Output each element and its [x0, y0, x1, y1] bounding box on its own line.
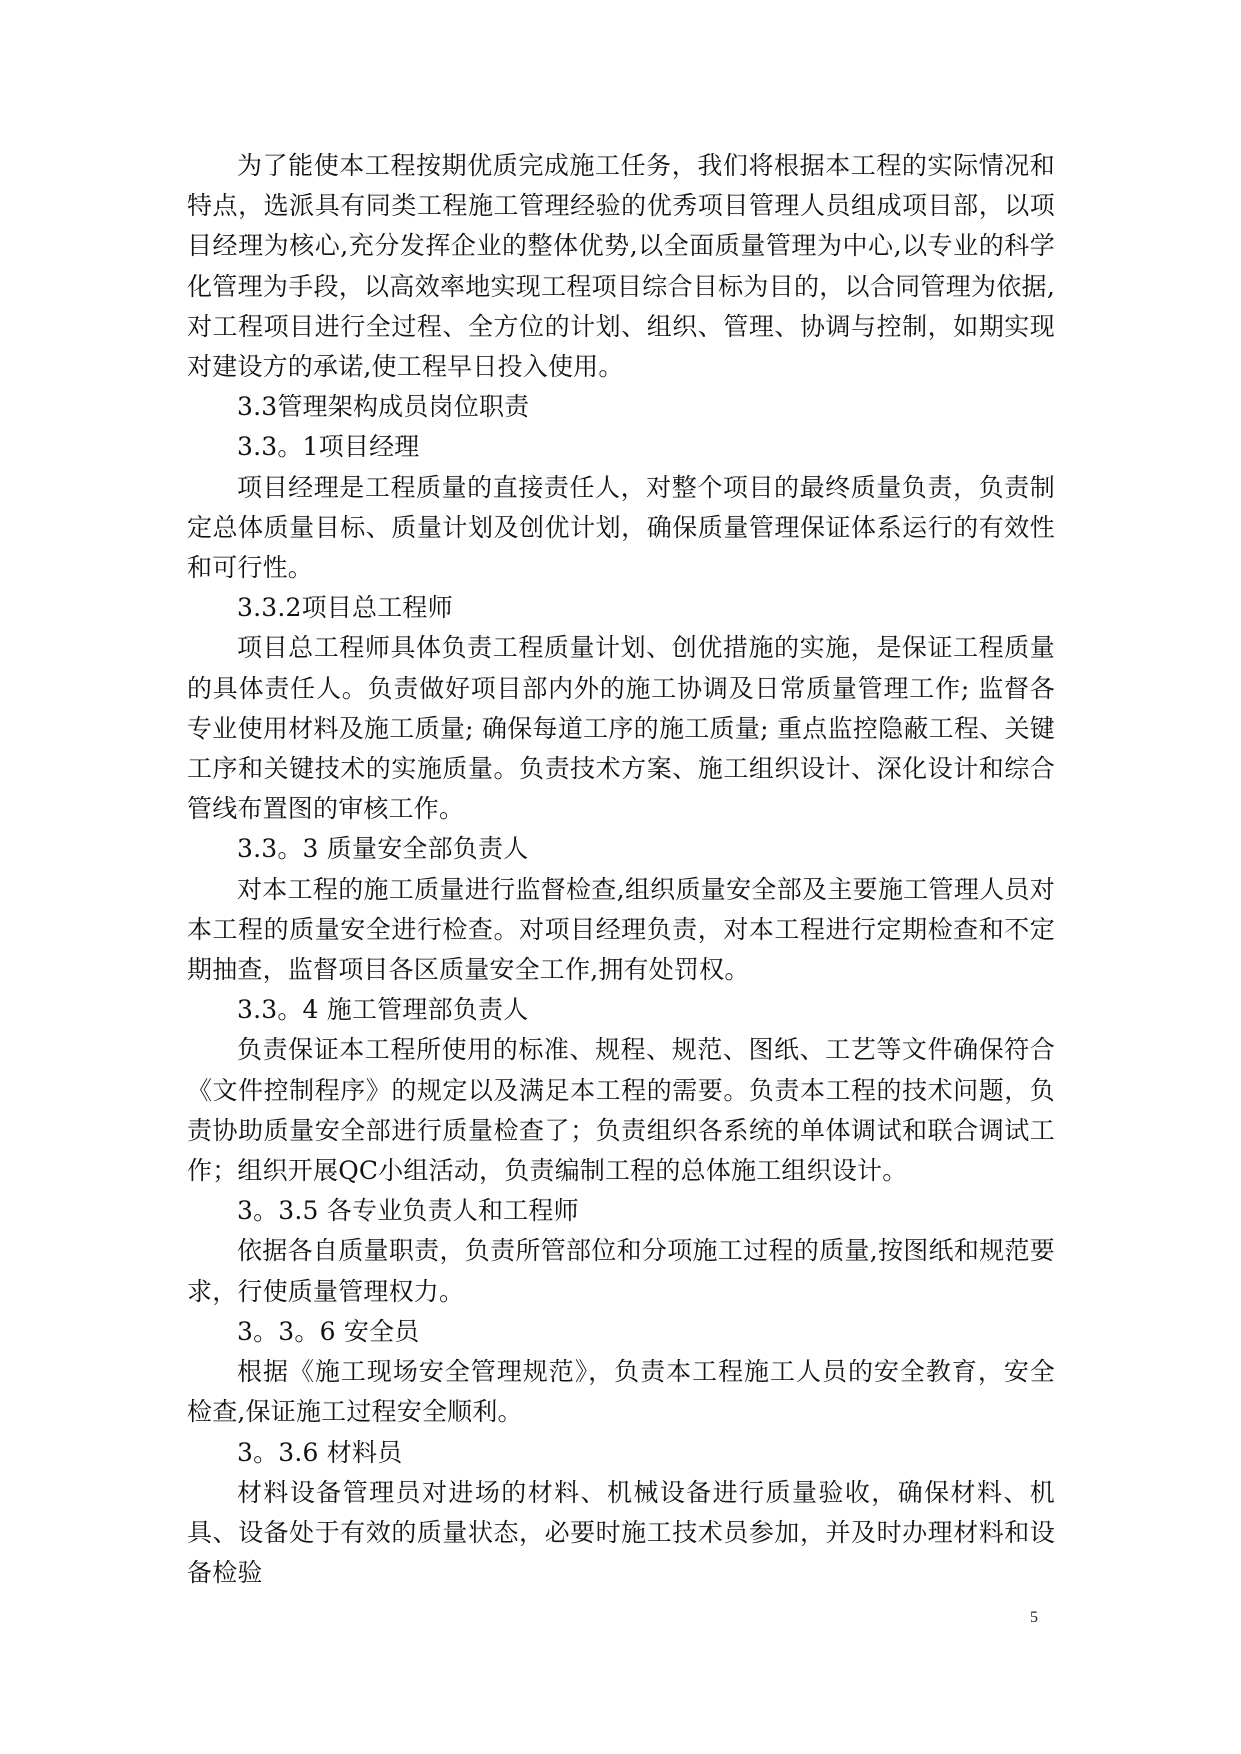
- body-paragraph: [187, 1352, 1055, 1432]
- paragraph-line: 方的承诺,使工程早日投入使用。: [262, 352, 624, 382]
- paragraph-line: 使用材料及施工质量; 确保每道工序的施工质量; 重点监控隐蔽工程、关键工序: [187, 713, 1055, 784]
- paragraph-line: 负责保证本工程所使用的标准、规程、规范、图纸、工艺等文件确保符合: [237, 1035, 1055, 1065]
- paragraph-line: 置图的审核工作。: [262, 794, 465, 824]
- paragraph-line: 点，选派具有同类工程施工管理经验的优秀项目管理人员组成项目部，以项目经: [187, 191, 1055, 261]
- body-paragraph: [187, 146, 1055, 387]
- section-heading: 3。3.5 各专业负责人和工程师: [237, 1196, 579, 1226]
- paragraph-line: 对本工程的施工质量进行监督检查,组织质量安全部及主要施工管理人员对: [237, 874, 1055, 904]
- body-paragraph: [187, 1231, 1055, 1311]
- paragraph-line: 程项目进行全过程、全方位的计划、组织、管理、协调与控制，如期实现对建设: [187, 311, 1056, 382]
- document-body: [187, 146, 1055, 1593]
- body-paragraph: [187, 468, 1055, 589]
- section-heading: 3。3.6 材料员: [237, 1437, 403, 1467]
- section-heading: 3。3。6 安全员: [237, 1316, 420, 1346]
- paragraph-line: 和关键技术的实施质量。负责技术方案、施工组织设计、深化设计和综合管线布: [187, 754, 1056, 824]
- body-paragraph: [187, 1030, 1055, 1191]
- paragraph-line: 根据《施工现场安全管理规范》，负责本工程施工人员的安全教育，安全检: [187, 1357, 1055, 1427]
- section-heading: 3.3管理架构成员岗位职责: [237, 392, 530, 422]
- paragraph-line: 总体质量目标、质量计划及创优计划，确保质量管理保证体系运行的有效性和可: [187, 512, 1055, 583]
- paragraph-line: 求，行使质量管理权力。: [187, 1276, 465, 1306]
- paragraph-line: 具体责任人。负责做好项目部内外的施工协调及日常质量管理工作; 监督各专业: [187, 673, 1055, 743]
- paragraph-line: 项目经理是工程质量的直接责任人，对整个项目的最终质量负责，负责制定: [187, 472, 1055, 542]
- paragraph-line: 理为核心,充分发挥企业的整体优势,以全面质量管理为中心,以专业的科学化管: [187, 231, 1055, 301]
- paragraph-line: 设备处于有效的质量状态，必要时施工技术员参加，并及时办理材料和设备检验: [187, 1517, 1056, 1588]
- body-paragraph: [187, 870, 1055, 991]
- paragraph-line: 行性。: [237, 553, 314, 583]
- section-heading: 3.3.2项目总工程师: [237, 593, 453, 623]
- page-number: 5: [1030, 1609, 1038, 1626]
- paragraph-line: 协助质量安全部进行质量检查了；负责组织各系统的单体调试和联合调试工作；: [187, 1115, 1055, 1186]
- paragraph-line: 为了能使本工程按期优质完成施工任务，我们将根据本工程的实际情况和特: [187, 151, 1055, 221]
- paragraph-line: 依据各自质量职责，负责所管部位和分项施工过程的质量,按图纸和规范要: [237, 1236, 1055, 1266]
- paragraph-line: 查,保证施工过程安全顺利。: [212, 1397, 523, 1427]
- paragraph-line: 本工程的质量安全进行检查。对项目经理负责，对本工程进行定期检查和不定期: [187, 914, 1055, 985]
- section-heading: 3.3。4 施工管理部负责人: [237, 995, 529, 1025]
- paragraph-line: 项目总工程师具体负责工程质量计划、创优措施的实施，是保证工程质量的: [187, 633, 1055, 703]
- section-heading: 3.3。1项目经理: [237, 432, 420, 462]
- paragraph-line: 材料设备管理员对进场的材料、机械设备进行质量验收，确保材料、机具、: [187, 1477, 1055, 1547]
- body-paragraph: [187, 628, 1055, 829]
- paragraph-line: 组织开展QC小组活动，负责编制工程的总体施工组织设计。: [237, 1156, 908, 1186]
- section-heading: 3.3。3 质量安全部负责人: [237, 834, 529, 864]
- paragraph-line: 理为手段，以高效率地实现工程项目综合目标为目的，以合同管理为依据,对工: [187, 271, 1055, 341]
- body-paragraph: [187, 1473, 1055, 1594]
- paragraph-line: 抽查，监督项目各区质量安全工作,拥有处罚权。: [212, 955, 750, 985]
- paragraph-line: 《文件控制程序》的规定以及满足本工程的需要。负责本工程的技术问题，负责: [187, 1075, 1055, 1145]
